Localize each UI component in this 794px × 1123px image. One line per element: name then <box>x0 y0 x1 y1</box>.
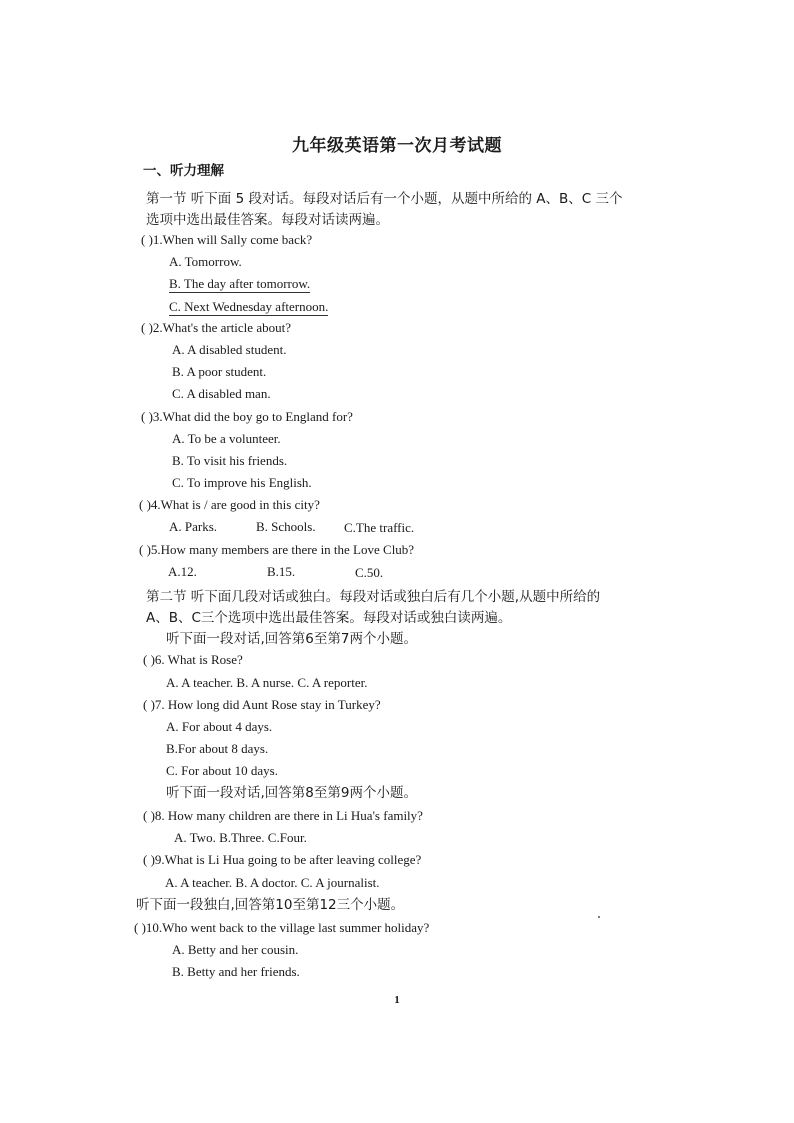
section2-instruction-line2: A、B、C三个选项中选出最佳答案。每段对话或独白读两遍。 <box>146 610 512 626</box>
question-1-stem: ( )1.When will Sally come back? <box>141 232 313 247</box>
page-number: 1 <box>394 994 400 1006</box>
question-1-option-a: A. Tomorrow. <box>169 254 242 269</box>
question-10-option-b: B. Betty and her friends. <box>172 964 300 979</box>
listening-note-8-9: 听下面一段对话,回答第8至第9两个小题。 <box>166 785 417 801</box>
listening-note-10-12: 听下面一段独白,回答第10至第12三个小题。 <box>136 897 405 913</box>
question-2-option-c: C. A disabled man. <box>172 386 271 401</box>
section1-instruction-line2: 选项中选出最佳答案。每段对话读两遍。 <box>146 212 389 228</box>
listening-note-6-7: 听下面一段对话,回答第6至第7两个小题。 <box>166 631 417 647</box>
question-5-option-c: C.50. <box>355 565 384 580</box>
question-10-stem: ( )10.Who went back to the village last summer holiday? <box>134 920 430 935</box>
question-7-option-b: B.For about 8 days. <box>166 741 269 756</box>
question-7-option-a: A. For about 4 days. <box>166 719 273 734</box>
question-6-stem: ( )6. What is Rose? <box>143 652 243 667</box>
underlined-text: C. Next Wednesday afternoon. <box>169 299 329 314</box>
part1-heading: 一、听力理解 <box>143 163 224 179</box>
question-5-stem: ( )5.How many members are there in the Love Club? <box>139 542 415 557</box>
question-8-options: A. Two. B.Three. C.Four. <box>174 830 307 845</box>
question-6-options: A. A teacher. B. A nurse. C. A reporter. <box>166 675 368 690</box>
question-3-option-b: B. To visit his friends. <box>172 453 288 468</box>
question-7-option-c: C. For about 10 days. <box>166 763 278 778</box>
question-3-option-a: A. To be a volunteer. <box>172 431 281 446</box>
question-4-option-c: C.The traffic. <box>344 520 415 535</box>
question-3-option-c: C. To improve his English. <box>172 475 312 490</box>
question-2-stem: ( )2.What's the article about? <box>141 320 291 335</box>
question-3-stem: ( )3.What did the boy go to England for? <box>141 409 353 424</box>
question-2-option-b: B. A poor student. <box>172 364 267 379</box>
question-10-option-a: A. Betty and her cousin. <box>172 942 299 957</box>
question-8-stem: ( )8. How many children are there in Li Hua's family? <box>143 808 423 823</box>
question-9-stem: ( )9.What is Li Hua going to be after leaving college? <box>143 852 422 867</box>
scan-speck <box>598 916 600 918</box>
underlined-text: B. The day after tomorrow. <box>169 276 311 291</box>
question-4-option-a: A. Parks. <box>169 519 218 534</box>
page-title: 九年级英语第一次月考试题 <box>292 136 502 156</box>
section2-instruction-line1: 第二节 听下面几段对话或独白。每段对话或独白后有几个小题,从题中所给的 <box>146 589 601 605</box>
question-9-options: A. A teacher. B. A doctor. C. A journalist. <box>165 875 380 890</box>
question-5-option-a: A.12. <box>168 564 197 579</box>
section1-instruction-line1: 第一节 听下面 5 段对话。每段对话后有一个小题，从题中所给的 A、B、C 三个 <box>146 191 623 207</box>
question-4-stem: ( )4.What is / are good in this city? <box>139 497 320 512</box>
question-7-stem: ( )7. How long did Aunt Rose stay in Turkey? <box>143 697 381 712</box>
question-2-option-a: A. A disabled student. <box>172 342 287 357</box>
question-5-option-b: B.15. <box>267 564 296 579</box>
question-1-option-c <box>169 299 328 315</box>
question-4-option-b: B. Schools. <box>256 519 316 534</box>
question-1-option-b <box>169 276 310 292</box>
